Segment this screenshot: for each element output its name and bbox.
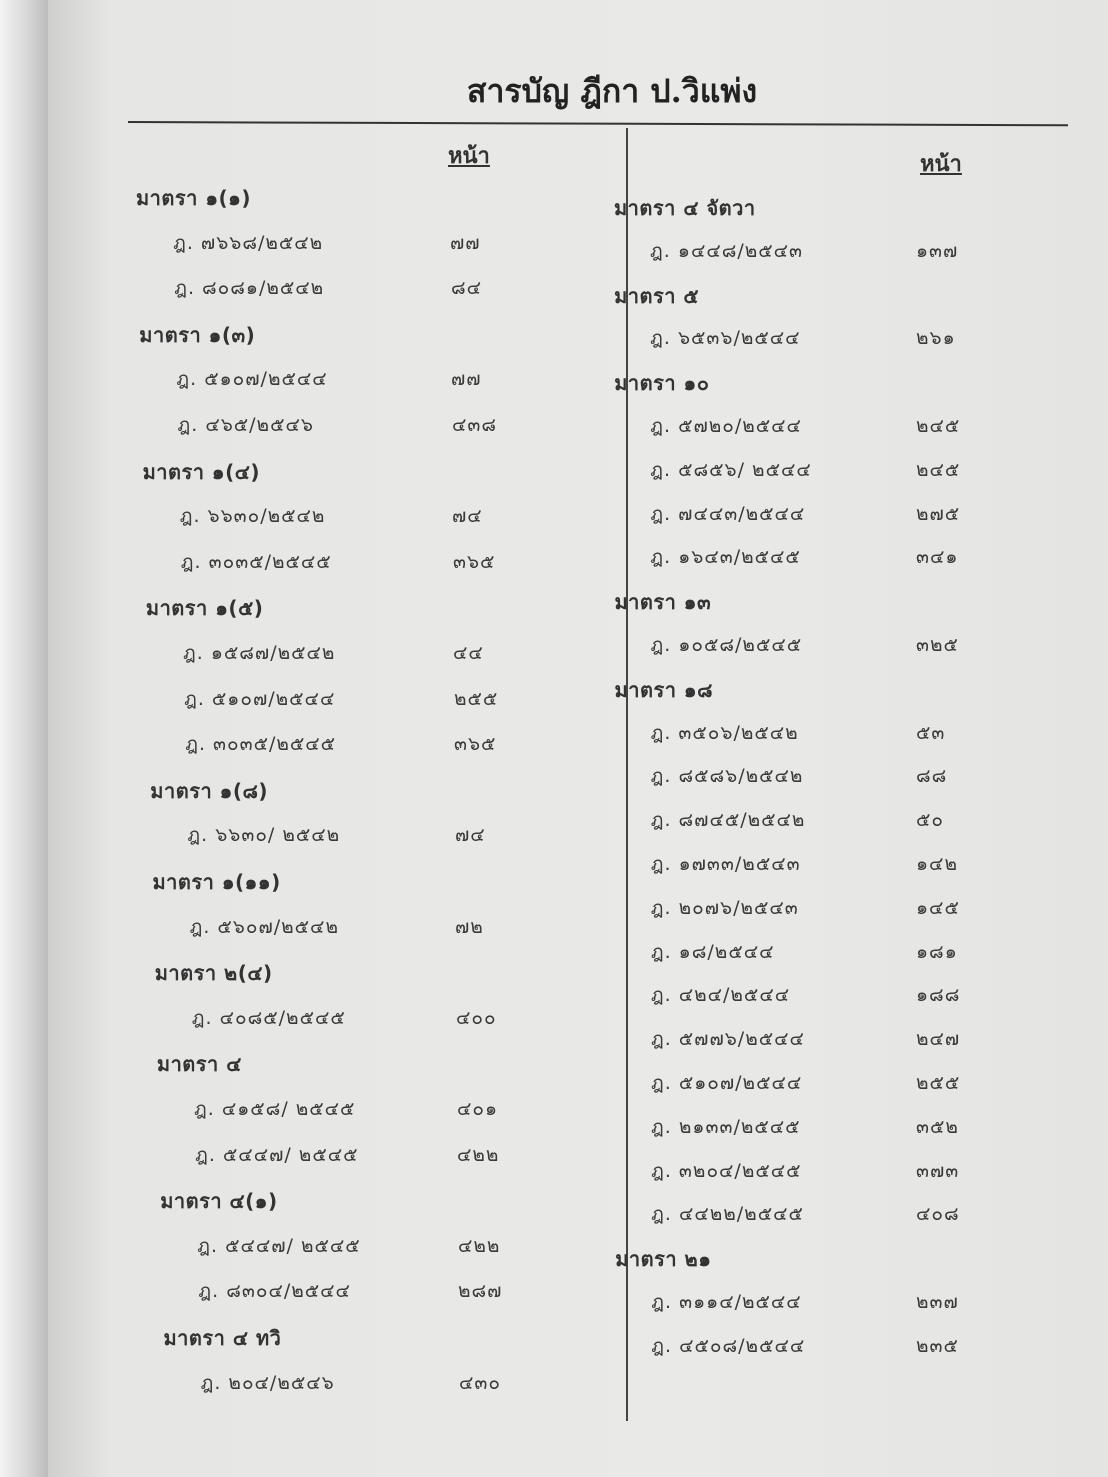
case-entry: ฎ. ๔๕๐๘/๒๕๔๔ (651, 1334, 806, 1357)
left-page-header: หน้า (448, 144, 490, 169)
case-entry: ฎ. ๔๖๕/๒๕๔๖ (177, 414, 314, 436)
book-binding-edge (0, 0, 48, 1477)
case-entry: ฎ. ๗๔๔๓/๒๕๔๔ (650, 502, 806, 525)
case-entry: ฎ. ๓๑๑๔/๒๕๔๔ (651, 1291, 802, 1313)
case-entry: ฎ. ๓๐๓๕/๒๕๔๕ (185, 733, 337, 756)
case-entry: ฎ. ๒๐๔/๒๕๔๖ (200, 1371, 335, 1394)
section-heading: มาตรา ๑(๘) (150, 778, 269, 803)
page-number: ๔๓๐ (459, 1371, 501, 1394)
case-entry: ฎ. ๑๗๓๓/๒๕๔๓ (650, 853, 801, 875)
page-number: ๔๐๘ (916, 1203, 960, 1226)
page-number: ๓๒๕ (916, 634, 959, 656)
page-number: ๔๐๐ (456, 1006, 497, 1029)
page-number: ๔๔ (453, 642, 484, 664)
section-heading: มาตรา ๑(๑) (136, 186, 252, 210)
section-heading: มาตรา ๑(๑๑) (152, 870, 281, 894)
case-entry: ฎ. ๖๖๓๐/ ๒๕๔๒ (187, 824, 341, 847)
case-entry: ฎ. ๒๐๗๖/๒๕๔๓ (650, 896, 799, 919)
page-number: ๔๐๑ (457, 1098, 499, 1120)
case-entry: ฎ. ๕๖๐๗/๒๕๔๒ (189, 915, 339, 938)
section-heading: มาตรา ๑๐ (614, 371, 710, 396)
page-number: ๓๔๑ (916, 546, 959, 569)
page-number: ๘๘ (916, 765, 948, 788)
page-title: สารบัญ ฎีกา ป.วิแพ่ง (466, 72, 758, 110)
case-entry: ฎ. ๔๑๕๘/ ๒๕๔๕ (194, 1098, 356, 1120)
page-number: ๑๘๑ (916, 940, 958, 963)
section-heading: มาตรา ๑(๕) (145, 596, 264, 621)
index-page (48, 0, 1108, 1477)
case-entry: ฎ. ๕๗๗๖/๒๕๔๔ (650, 1028, 805, 1051)
section-heading: มาตรา ๒(๔) (154, 961, 273, 986)
case-entry: ฎ. ๓๕๐๖/๒๕๔๒ (650, 721, 799, 744)
page-number: ๑๓๗ (916, 239, 959, 262)
right-page-header: หน้า (920, 152, 962, 177)
section-heading: มาตรา ๑๓ (614, 590, 712, 615)
case-entry: ฎ. ๔๐๘๕/๒๕๔๕ (191, 1006, 346, 1029)
case-entry: ฎ. ๓๐๓๕/๒๕๔๕ (180, 550, 332, 573)
case-entry: ฎ. ๑๖๔๓/๒๕๔๕ (650, 546, 801, 569)
page-number: ๑๔๕ (916, 896, 960, 919)
page-number: ๗๔ (455, 824, 486, 847)
page-number: ๒๔๗ (916, 1028, 961, 1051)
section-heading: มาตรา ๔ (156, 1052, 242, 1077)
page-number: ๓๖๕ (453, 550, 496, 573)
case-entry: ฎ. ๘๗๔๕/๒๕๔๒ (650, 809, 806, 832)
page-number: ๔๒๒ (457, 1143, 500, 1166)
case-entry: ฎ. ๕๘๕๖/ ๒๕๔๔ (650, 458, 812, 481)
section-heading: มาตรา ๔(๑) (160, 1189, 278, 1214)
case-entry: ฎ. ๘๐๘๑/๒๕๔๒ (174, 277, 325, 300)
page-number: ๗๗ (450, 231, 481, 254)
case-entry: ฎ. ๖๕๓๖/๒๕๔๔ (650, 327, 801, 350)
page-number: ๒๓๕ (916, 1334, 959, 1357)
case-entry: ฎ. ๒๑๓๓/๒๕๔๕ (651, 1115, 801, 1138)
case-entry: ฎ. ๘๓๐๔/๒๕๔๔ (198, 1280, 351, 1303)
case-entry: ฎ. ๓๒๐๔/๒๕๔๕ (651, 1159, 802, 1182)
page-number: ๒๔๕ (916, 415, 961, 437)
case-entry: ฎ. ๕๗๒๐/๒๕๔๔ (650, 415, 802, 437)
section-heading: มาตรา ๔ จัตวา (614, 196, 756, 220)
page-number: ๑๘๘ (916, 984, 961, 1007)
page-number: ๔๓๘ (452, 414, 498, 436)
column-divider (626, 128, 628, 1421)
page-number: ๕๓ (916, 721, 946, 744)
section-heading: มาตรา ๑(๓) (139, 322, 256, 347)
case-entry: ฎ. ๕๑๐๗/๒๕๔๔ (651, 1072, 803, 1094)
page-number: ๒๖๑ (916, 327, 956, 350)
page-number: ๒๓๗ (916, 1291, 959, 1313)
case-entry: ฎ. ๖๖๓๐/๒๕๔๒ (179, 505, 326, 528)
case-entry: ฎ. ๕๔๔๗/ ๒๕๔๕ (195, 1143, 359, 1166)
case-entry: ฎ. ๑๐๕๘/๒๕๔๕ (650, 634, 803, 656)
page-number: ๘๔ (451, 277, 483, 300)
page-number: ๗๗ (451, 368, 482, 391)
page-number: ๕๐ (916, 809, 944, 832)
page-number: ๗๔ (452, 505, 483, 528)
section-heading: มาตรา ๑๘ (614, 677, 714, 702)
page-number: ๒๗๕ (916, 502, 961, 525)
page-number: ๗๒ (455, 915, 484, 938)
section-heading: มาตรา ๒๑ (615, 1247, 712, 1272)
case-entry: ฎ. ๕๑๐๗/๒๕๔๔ (184, 687, 336, 710)
page-number: ๔๒๒ (458, 1234, 501, 1257)
page-number: ๓๗๓ (916, 1159, 960, 1182)
page-number: ๒๕๕ (916, 1072, 961, 1094)
case-entry: ฎ. ๔๔๒๒/๒๕๔๕ (651, 1203, 804, 1226)
section-heading: มาตรา ๑(๔) (142, 459, 261, 484)
case-entry: ฎ. ๑๔๔๘/๒๕๔๓ (650, 239, 804, 262)
page-number: ๑๔๒ (916, 853, 958, 875)
page-number: ๒๔๕ (916, 458, 961, 481)
case-entry: ฎ. ๕๑๐๗/๒๕๔๔ (176, 368, 328, 391)
section-heading: มาตรา ๔ ทวิ (163, 1326, 282, 1350)
case-entry: ฎ. ๔๒๔/๒๕๔๔ (650, 984, 791, 1007)
page-number: ๒๕๕ (454, 687, 499, 710)
page-number: ๓๖๕ (454, 733, 497, 756)
case-entry: ฎ. ๑๘/๒๕๔๔ (650, 940, 775, 963)
section-heading: มาตรา ๕ (614, 283, 700, 308)
case-entry: ฎ. ๑๕๘๗/๒๕๔๒ (183, 642, 336, 664)
title-underline (128, 121, 1068, 126)
page-number: ๓๕๒ (916, 1115, 959, 1138)
page-number: ๒๘๗ (458, 1280, 503, 1303)
case-entry: ฎ. ๘๕๘๖/๒๕๔๒ (650, 765, 804, 788)
case-entry: ฎ. ๗๖๖๘/๒๕๔๒ (173, 231, 324, 254)
case-entry: ฎ. ๕๔๔๗/ ๒๕๔๕ (197, 1234, 361, 1257)
